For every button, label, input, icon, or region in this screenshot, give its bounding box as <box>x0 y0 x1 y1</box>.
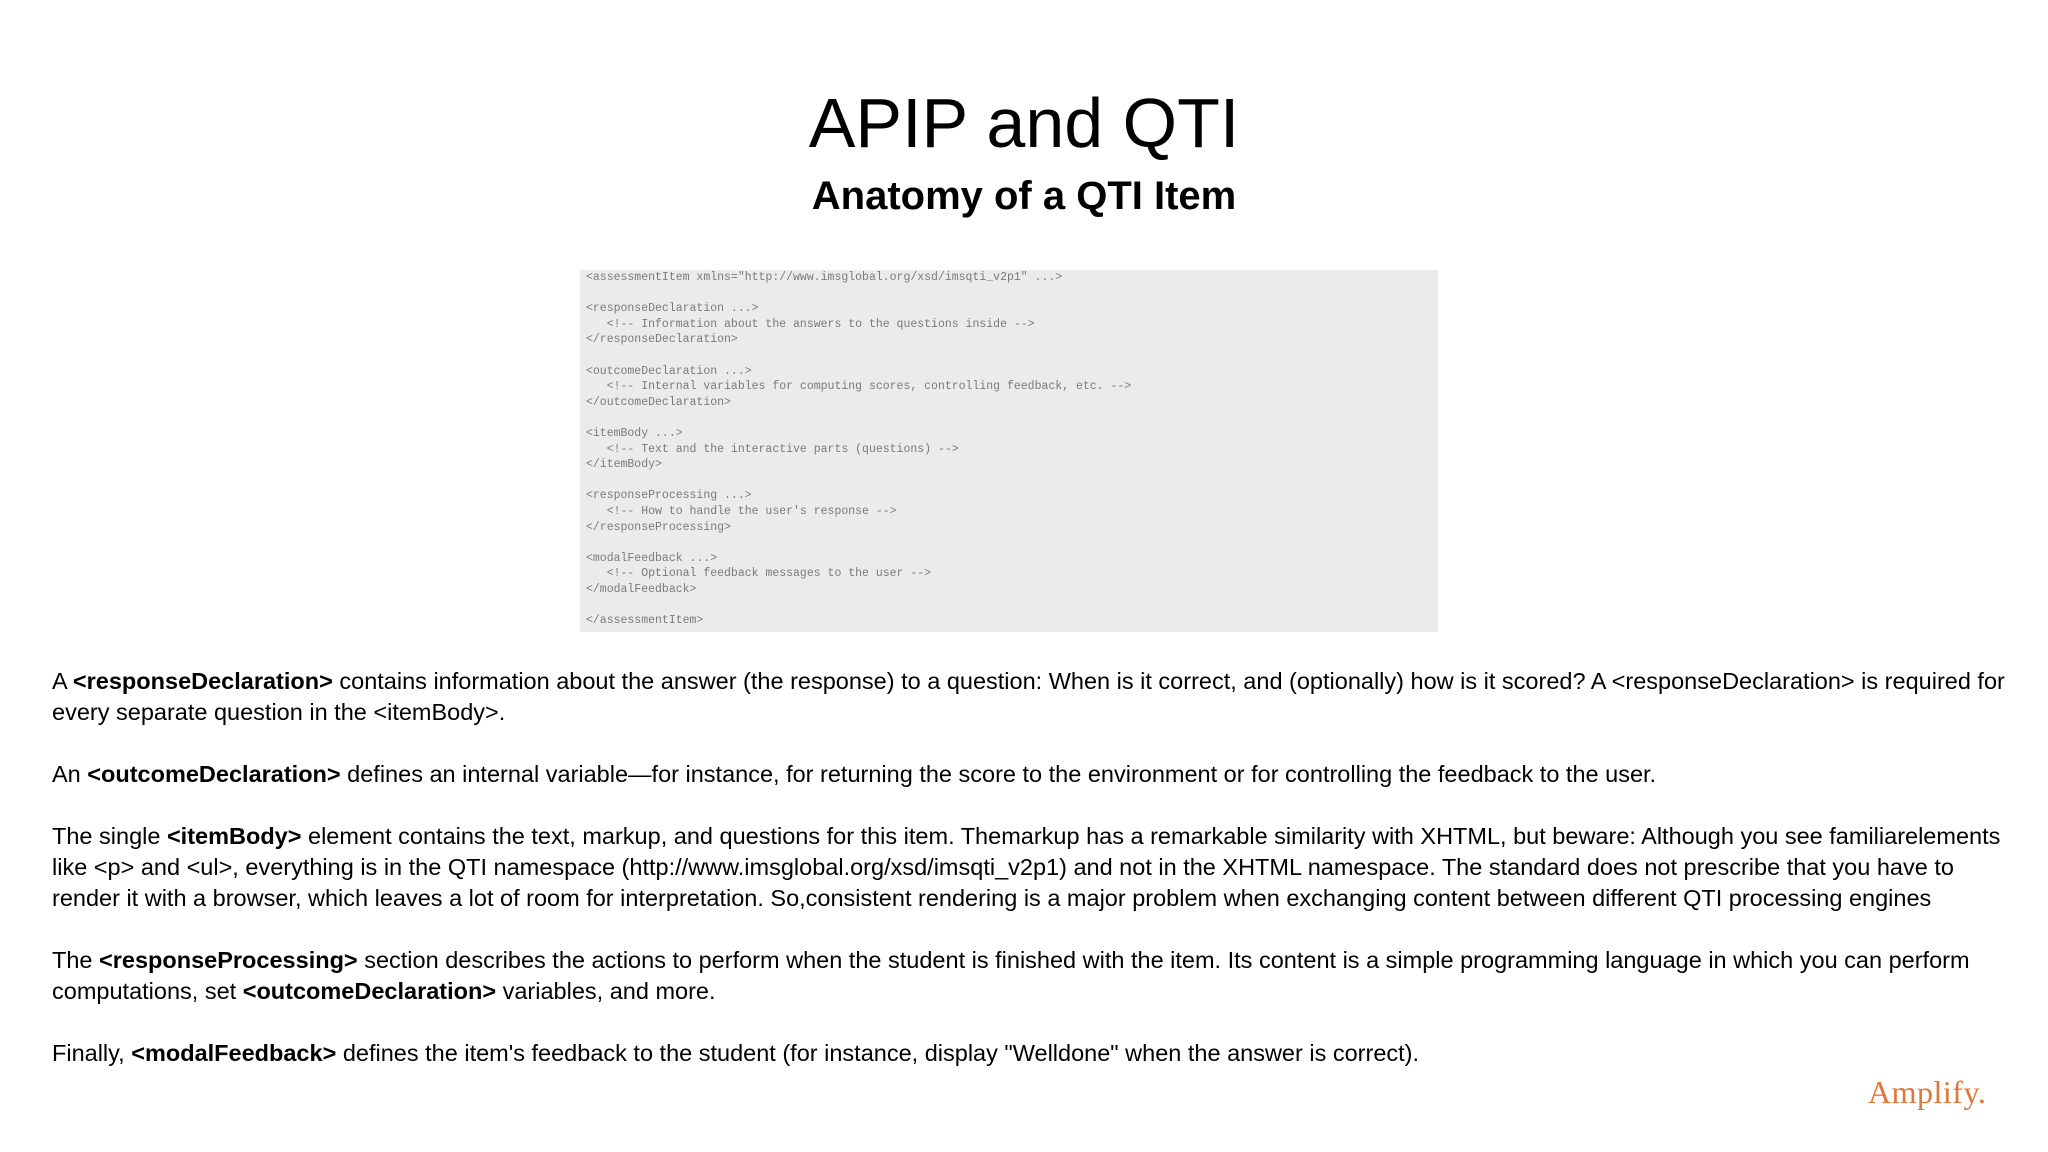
paragraph-text: section describes the actions to perform when the student is finished with the item. Its content is a simple programming language in which you can perform computations, set <box>52 947 1970 1004</box>
paragraph-keyword: <outcomeDeclaration> <box>87 761 341 787</box>
paragraph-text: An <box>52 761 88 787</box>
code-line: <responseDeclaration ...> <box>586 302 759 316</box>
code-line <box>586 348 1438 364</box>
code-line <box>586 410 1438 426</box>
paragraph-response-processing <box>52 945 2012 1007</box>
paragraph-item-body <box>52 821 2012 914</box>
code-line: <responseProcessing ...> <box>586 489 752 503</box>
paragraph-text: variables, and more. <box>496 978 716 1004</box>
code-line: <!-- How to handle the user's response --> <box>586 504 897 518</box>
code-line: <!-- Information about the answers to the questions inside --> <box>586 317 1035 331</box>
body-text <box>52 666 2012 1100</box>
code-line: <!-- Optional feedback messages to the user --> <box>586 567 932 581</box>
code-line <box>586 535 1438 551</box>
code-line: <itemBody ...> <box>586 426 683 440</box>
paragraph-text: defines an internal variable—for instance, for returning the score to the environment or for controlling the feedback to the user. <box>340 761 1657 787</box>
paragraph-text: The <box>52 947 100 973</box>
paragraph-keyword: <responseProcessing> <box>99 947 358 973</box>
code-line: </responseDeclaration> <box>586 333 738 347</box>
paragraph-modal-feedback <box>52 1038 2012 1069</box>
paragraph-keyword: <itemBody> <box>166 823 302 849</box>
code-line <box>586 286 1438 302</box>
slide-title: APIP and QTI <box>808 84 1240 162</box>
code-line: </outcomeDeclaration> <box>586 395 731 409</box>
paragraph-text: contains information about the answer (the response) to a question: When is it correct, and (optionally) how is it scored? A <responseDeclaration> is required for every separate question in the <itemBody>. <box>52 668 2005 725</box>
paragraph-text: defines the item's feedback to the student (for instance, display "Welldone" when the answer is correct). <box>336 1040 1420 1066</box>
code-sample-image <box>580 270 1438 632</box>
code-line: </itemBody> <box>586 458 662 472</box>
paragraph-keyword: <outcomeDeclaration> <box>242 978 497 1004</box>
code-line: </responseProcessing> <box>586 520 731 534</box>
code-line: <outcomeDeclaration ...> <box>586 364 752 378</box>
paragraph-keyword: <modalFeedback> <box>131 1040 337 1066</box>
code-line: <!-- Text and the interactive parts (questions) --> <box>586 442 959 456</box>
code-line: <assessmentItem xmlns="http://www.imsglobal.org/xsd/imsqti_v2p1" ...> <box>586 271 1063 284</box>
amplify-logo: Amplify. <box>1868 1074 1987 1110</box>
paragraph-text: element contains the text, markup, and questions for this item. Themarkup has a remarkable similarity with XHTML, but beware: Although you see familiarelements like <p> and <ul>, everything is in the QTI namespace (http://www.imsglobal.org/xsd/imsqti_v2p1) and not in the XHTML namespace. The standard does not prescribe that you have to render it with a browser, which leaves a lot of room for interpretation. So,consistent rendering is a major problem when exchanging content between different QTI processing engines <box>52 823 2001 911</box>
paragraph-response-declaration <box>52 666 2012 728</box>
code-line: <modalFeedback ...> <box>586 551 718 565</box>
code-line <box>586 473 1438 489</box>
paragraph-outcome-declaration <box>52 759 2012 790</box>
code-line: </assessmentItem> <box>586 614 704 628</box>
paragraph-text: The single <box>52 823 167 849</box>
code-line: </modalFeedback> <box>586 582 697 596</box>
slide-subtitle: Anatomy of a QTI Item <box>811 174 1237 218</box>
code-line <box>586 597 1438 613</box>
paragraph-keyword: <responseDeclaration> <box>72 668 333 694</box>
paragraph-text: Finally, <box>52 1040 132 1066</box>
paragraph-text: A <box>52 668 73 694</box>
code-line: <!-- Internal variables for computing scores, controlling feedback, etc. --> <box>586 380 1132 394</box>
